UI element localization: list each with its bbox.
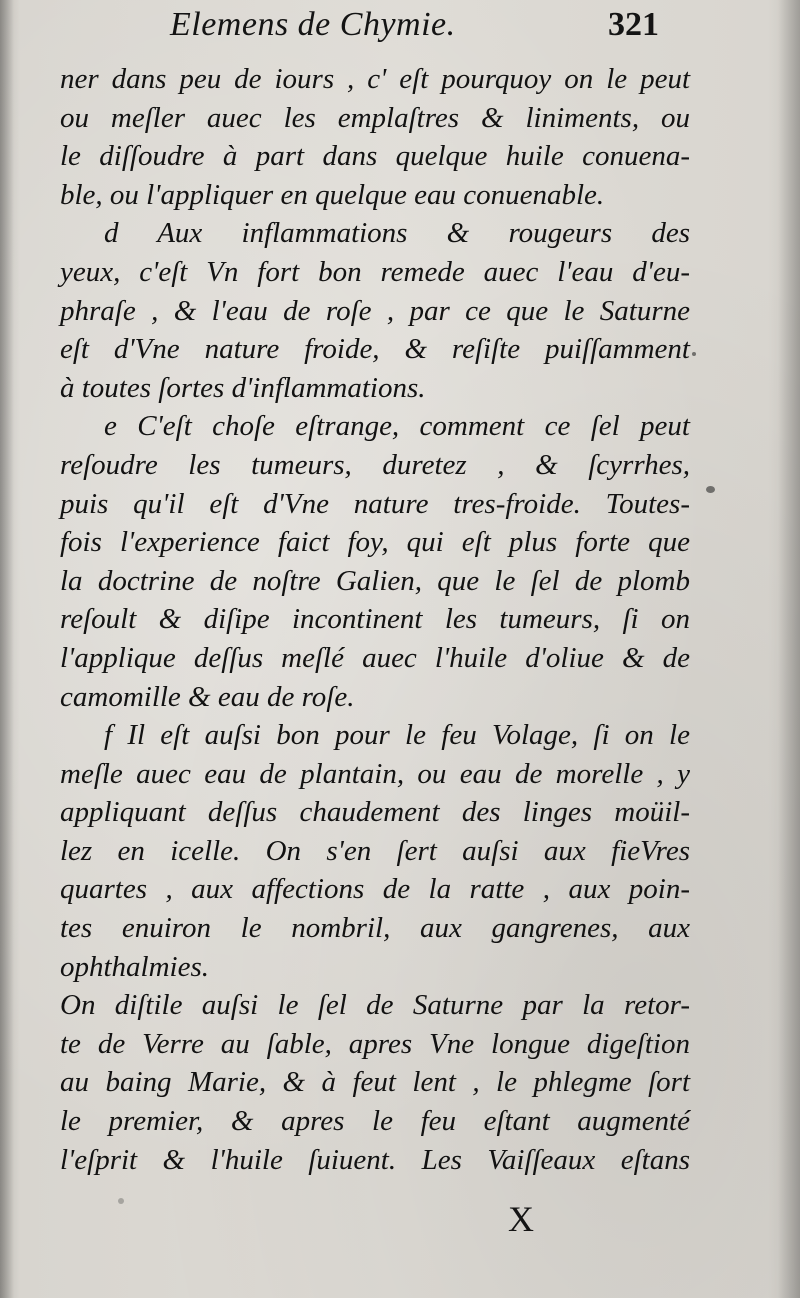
text-line: le premier, & apres le feu eſtant augmenté xyxy=(60,1105,690,1138)
text-line: ner dans peu de iours , c' eſt pourquoy on le peut xyxy=(60,63,690,95)
text-line: camomille & eau de roſe. xyxy=(60,680,355,713)
text-line: puis qu'il eſt d'Vne nature tres-froide. Toutes- xyxy=(60,487,690,520)
text-line: f Il eſt auſsi bon pour le feu Volage, ſi on le xyxy=(104,719,690,752)
text-line: l'applique deſſus meſlé auec l'huile d'oliue & de xyxy=(60,641,690,674)
text-line: meſle auec eau de plantain, ou eau de morelle , y xyxy=(60,757,690,790)
text-line: tes enuiron le nombril, aux gangrenes, aux xyxy=(60,912,690,945)
text-line: l'eſprit & l'huile ſuiuent. Les Vaiſſeaux eſtans xyxy=(60,1143,690,1176)
text-line: lez en icelle. On s'en ſert auſsi aux fieVres xyxy=(60,834,690,867)
body-text xyxy=(60,60,690,1179)
signature-mark: X xyxy=(508,1199,534,1239)
page-number: 321 xyxy=(608,6,659,43)
text-line: reſoudre les tumeurs, duretez , & ſcyrrhes, xyxy=(60,448,690,481)
text-line: reſoult & diſipe incontinent les tumeurs, ſi on xyxy=(60,603,690,636)
text-line: le diſſoudre à part dans quelque huile conuena- xyxy=(60,140,690,173)
text-line: appliquant deſſus chaudement des linges moüil- xyxy=(60,796,690,829)
text-line: ophthalmies. xyxy=(60,950,210,983)
page-header xyxy=(170,6,670,48)
text-line: ou meſler auec les emplaſtres & liniments, ou xyxy=(60,101,690,134)
page-edge-shadow xyxy=(778,0,800,1298)
text-line: à toutes ſortes d'inflammations. xyxy=(60,371,426,404)
ink-speck xyxy=(692,352,696,356)
text-line: On diſtile auſsi le ſel de Saturne par la retor- xyxy=(60,989,690,1022)
running-title: Elemens de Chymie. xyxy=(170,6,456,43)
text-line: ble, ou l'appliquer en quelque eau conuenable. xyxy=(60,178,605,211)
text-line: yeux, c'eſt Vn fort bon remede auec l'eau d'eu- xyxy=(60,255,690,288)
ink-speck xyxy=(118,1198,124,1204)
text-line: e C'eſt choſe eſtrange, comment ce ſel peut xyxy=(104,410,690,443)
text-line: au baing Marie, & à feut lent , le phlegme ſort xyxy=(60,1066,690,1099)
ink-speck xyxy=(706,486,715,493)
text-line: la doctrine de noſtre Galien, que le ſel de plomb xyxy=(60,564,690,597)
text-line: eſt d'Vne nature froide, & reſiſte puiſſamment xyxy=(60,333,690,366)
text-line: quartes , aux affections de la ratte , aux poin- xyxy=(60,873,690,906)
text-line: te de Verre au ſable, apres Vne longue digeſtion xyxy=(60,1027,690,1060)
text-line: phraſe , & l'eau de roſe , par ce que le Saturne xyxy=(60,294,690,327)
text-line: fois l'experience faict foy, qui eſt plus forte que xyxy=(60,526,690,559)
text-line: d Aux inflammations & rougeurs des xyxy=(104,217,690,250)
page-gutter-shadow xyxy=(0,0,14,1298)
